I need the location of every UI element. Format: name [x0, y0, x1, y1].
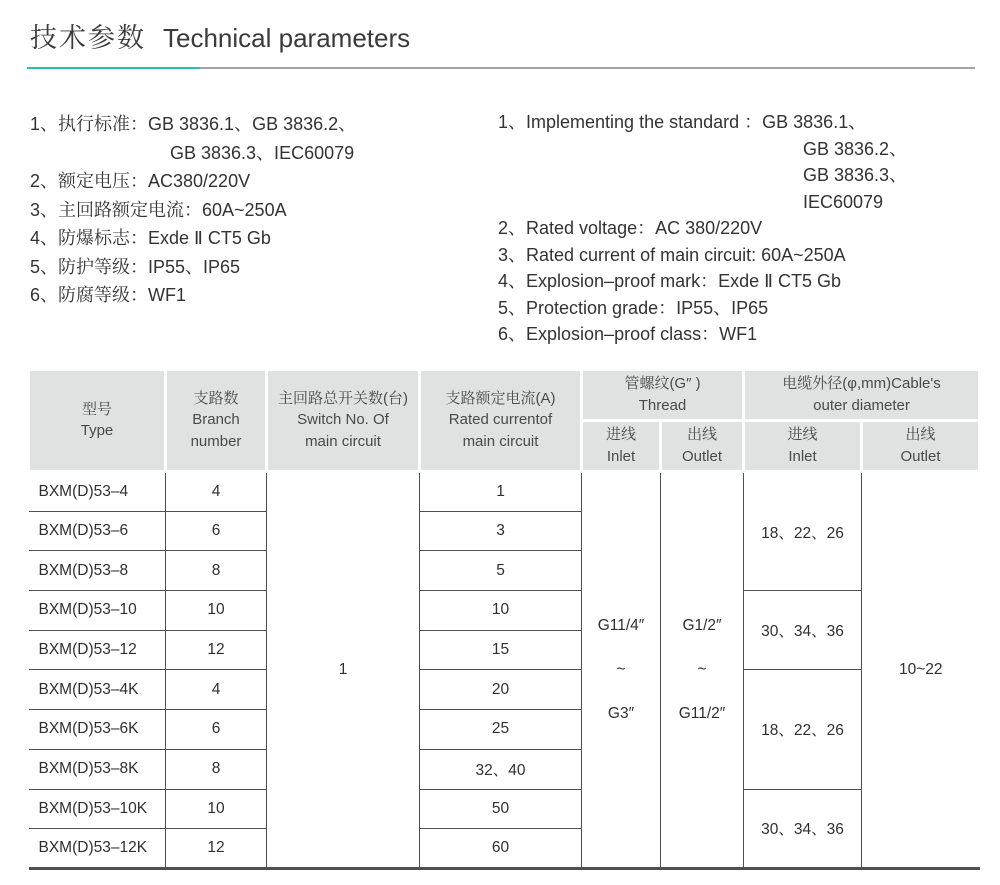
- cell-current: 50: [420, 789, 582, 829]
- thread-outlet-line: ~: [697, 660, 707, 678]
- technical-parameters-table: [27, 368, 981, 870]
- cell-cable-inlet: 18、22、26: [744, 472, 862, 591]
- cell-branch: 8: [166, 749, 267, 789]
- spec-line-en: GB 3836.3、: [803, 165, 908, 185]
- spec-line-zh: 1、执行标准：GB 3836.1、GB 3836.2、: [30, 114, 357, 134]
- table-row: [29, 472, 980, 512]
- specs-list-en: [498, 109, 907, 348]
- cell-branch: 8: [166, 551, 267, 591]
- thread-inlet-line: G11/4″: [597, 616, 645, 634]
- title-underline-accent: [27, 67, 200, 69]
- spec-line-en: 6、Explosion–proof class：WF1: [498, 324, 758, 344]
- col-header-current-en: main circuit: [462, 432, 539, 450]
- thread-inlet-line: ~: [616, 660, 626, 678]
- col-header-thread-inlet: [582, 421, 661, 472]
- cell-current: 3: [420, 511, 582, 551]
- spec-line-zh: 4、防爆标志：Exde Ⅱ CT5 Gb: [30, 228, 271, 248]
- cell-current: 32、40: [420, 749, 582, 789]
- spec-line-en: GB 3836.2、: [803, 138, 908, 159]
- col-header-branch-en: number: [190, 432, 242, 450]
- cell-type: BXM(D)53–10: [29, 591, 166, 631]
- col-header-current-en: Rated currentof: [448, 411, 553, 429]
- col-header-thread-outlet: [661, 421, 744, 472]
- outlet-label-en: Outlet: [681, 447, 723, 465]
- cell-thread-outlet: [661, 472, 744, 869]
- page-title: [30, 16, 410, 55]
- table-row: [29, 789, 980, 829]
- header-row-groups: [29, 370, 980, 421]
- col-header-branch-en: Branch: [192, 411, 240, 429]
- specs-list-zh: [30, 110, 356, 310]
- col-header-thread-zh: 管螺纹(G″ ): [624, 375, 701, 392]
- spec-line-zh: 5、防护等级：IP55、IP65: [30, 256, 241, 277]
- page-title-en: Technical parameters: [163, 23, 411, 53]
- cell-cable-inlet: 18、22、26: [744, 670, 862, 789]
- col-header-branch-zh: 支路数: [193, 389, 239, 407]
- col-header-switch-en: Switch No. Of: [297, 411, 389, 429]
- cell-branch: 6: [166, 511, 267, 551]
- cell-type: BXM(D)53–4: [29, 472, 166, 512]
- cell-type: BXM(D)53–6K: [29, 710, 166, 750]
- col-header-cable-group: [744, 370, 980, 421]
- cell-branch: 6: [166, 710, 267, 750]
- cell-cable-inlet: 30、34、36: [744, 591, 862, 670]
- cell-type: BXM(D)53–4K: [29, 670, 166, 710]
- col-header-current-zh: 支路额定电流(A): [445, 389, 556, 407]
- col-header-thread-en: Thread: [638, 396, 687, 414]
- spec-line-zh: 2、额定电压：AC380/220V: [30, 171, 251, 191]
- cell-switch-no: 1: [267, 472, 420, 869]
- col-header-switch-no: [267, 370, 420, 472]
- inlet-label-en: Inlet: [788, 447, 817, 465]
- cell-current: 10: [420, 591, 582, 631]
- spec-line-en: 1、Implementing the standard ：GB 3836.1、: [498, 112, 867, 132]
- spec-line-en: 5、Protection grade：IP55、IP65: [498, 297, 769, 318]
- col-header-cable-outlet: [862, 421, 980, 472]
- cell-type: BXM(D)53–12K: [29, 829, 166, 869]
- col-header-switch-en: main circuit: [305, 432, 381, 450]
- outlet-label-zh: 出线: [905, 426, 936, 443]
- cell-type: BXM(D)53–10K: [29, 789, 166, 829]
- thread-outlet-line: G11/2″: [678, 704, 726, 722]
- cell-branch: 12: [166, 630, 267, 670]
- col-header-type-en: Type: [80, 422, 114, 439]
- cell-cable-outlet: 10~22: [862, 472, 980, 869]
- outlet-label-en: Outlet: [900, 447, 941, 465]
- inlet-label-zh: 进线: [605, 426, 636, 443]
- cell-type: BXM(D)53–8K: [29, 749, 166, 789]
- cell-branch: 10: [166, 591, 267, 631]
- cell-current: 25: [420, 710, 582, 750]
- cell-branch: 4: [166, 472, 267, 512]
- cell-branch: 12: [166, 829, 267, 869]
- col-header-cable-inlet: [744, 421, 862, 472]
- cell-cable-inlet: 30、34、36: [744, 789, 862, 868]
- col-header-type-zh: 型号: [81, 400, 112, 418]
- table-row: [29, 670, 980, 710]
- cell-type: BXM(D)53–8: [29, 551, 166, 591]
- cell-branch: 10: [166, 789, 267, 829]
- outlet-label-zh: 出线: [687, 426, 718, 443]
- inlet-label-en: Inlet: [606, 447, 636, 465]
- col-header-switch-zh: 主回路总开关数(台): [278, 389, 408, 407]
- cell-current: 1: [420, 472, 582, 512]
- page-title-zh: 技术参数: [30, 23, 146, 53]
- thread-inlet-line: G3″: [607, 704, 635, 722]
- table-row: [29, 591, 980, 631]
- cell-thread-inlet: [582, 472, 661, 869]
- spec-line-en: 4、Explosion–proof mark：Exde Ⅱ CT5 Gb: [498, 271, 842, 291]
- col-header-type: [29, 370, 166, 472]
- inlet-label-zh: 进线: [787, 426, 818, 443]
- col-header-cable-en: outer diameter: [813, 396, 910, 414]
- cell-current: 15: [420, 630, 582, 670]
- cell-current: 60: [420, 829, 582, 869]
- spec-line-zh: 6、防腐等级：WF1: [30, 285, 187, 305]
- thread-outlet-line: G1/2″: [682, 616, 722, 634]
- title-underline: [27, 67, 975, 69]
- cell-current: 5: [420, 551, 582, 591]
- spec-line-zh: GB 3836.3、IEC60079: [170, 142, 355, 163]
- col-header-branch: [166, 370, 267, 472]
- col-header-rated-current: [420, 370, 582, 472]
- cell-current: 20: [420, 670, 582, 710]
- col-header-thread-group: [582, 370, 744, 421]
- spec-line-en: 2、Rated voltage：AC 380/220V: [498, 218, 763, 238]
- spec-line-en: IEC60079: [803, 191, 884, 212]
- spec-line-en: 3、Rated current of main circuit: 60A~250A: [498, 244, 846, 265]
- cell-type: BXM(D)53–6: [29, 511, 166, 551]
- cell-branch: 4: [166, 670, 267, 710]
- col-header-cable-zh: 电缆外径(φ,mm)Cable's: [782, 375, 941, 392]
- cell-type: BXM(D)53–12: [29, 630, 166, 670]
- spec-line-zh: 3、主回路额定电流：60A~250A: [30, 199, 287, 220]
